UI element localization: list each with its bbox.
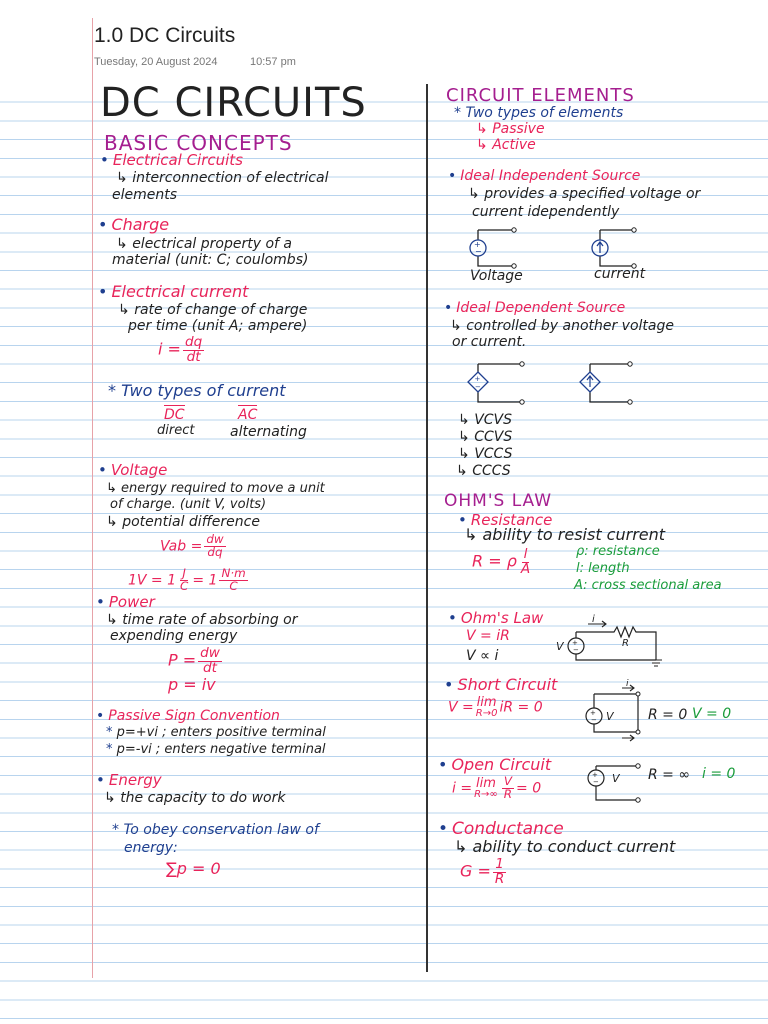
power-equation bbox=[168, 647, 224, 675]
resistance-eq-lhs: R = ρ bbox=[472, 551, 517, 571]
current-eq-den: dt bbox=[186, 348, 201, 365]
source-type-cccs-text: CCCS bbox=[472, 463, 511, 479]
short-circuit-r: R = 0 bbox=[648, 707, 688, 723]
ac-description: alternating bbox=[230, 424, 307, 440]
heading-conductance-text: Conductance bbox=[452, 819, 564, 839]
length-definition: l: length bbox=[576, 561, 630, 576]
svg-text:+: + bbox=[592, 771, 598, 779]
svg-text:−: − bbox=[593, 778, 599, 786]
source-type-ccvs-text: CCVS bbox=[474, 429, 513, 445]
current-equation bbox=[158, 336, 206, 364]
conservation-equation: ∑p = 0 bbox=[166, 859, 221, 878]
ohm-r-label: R bbox=[622, 638, 629, 649]
power-eq-den: dt bbox=[203, 659, 217, 676]
heading-conductance: • Conductance bbox=[438, 819, 564, 839]
element-type-active-text: Active bbox=[492, 137, 536, 153]
resistance-equation bbox=[472, 548, 534, 576]
conductance-definition-text: ability to conduct current bbox=[472, 837, 676, 856]
heading-electrical-circuits-text: Electrical Circuits bbox=[112, 151, 243, 169]
svg-text:+: + bbox=[590, 709, 596, 717]
rho-definition: ρ: resistance bbox=[576, 544, 660, 559]
margin-line bbox=[92, 18, 93, 978]
dependent-voltage-source-diagram bbox=[464, 360, 532, 408]
ac-label-text: AC bbox=[238, 407, 258, 423]
element-type-passive-text: Passive bbox=[492, 121, 545, 137]
current-eq-num: dq bbox=[184, 334, 203, 350]
heading-energy: • Energy bbox=[96, 771, 162, 789]
resistance-definition-text: ability to resist current bbox=[482, 525, 666, 544]
open-lim-sub: R→∞ bbox=[474, 788, 498, 800]
power-eq-num: dw bbox=[200, 645, 220, 661]
resistance-eq-num: l bbox=[523, 546, 528, 562]
heading-ideal-dependent-source: • Ideal Dependent Source bbox=[444, 300, 626, 316]
power-equation-2: p = iv bbox=[168, 675, 216, 694]
current-definition-1: ↳ rate of change of charge bbox=[118, 302, 308, 318]
independent-voltage-source-diagram bbox=[462, 226, 522, 270]
power-eq-lhs: P = bbox=[168, 650, 197, 670]
vab-eq-lhs: Vab = bbox=[160, 538, 203, 555]
vab-eq-num: dw bbox=[206, 532, 224, 546]
dependent-current-source-diagram bbox=[576, 360, 644, 408]
main-title: DC CIRCUITS bbox=[100, 80, 367, 126]
conservation-note-1: * To obey conservation law of bbox=[112, 822, 319, 838]
short-circuit-equation bbox=[448, 696, 543, 719]
svg-text:−: − bbox=[475, 383, 481, 391]
heading-ohm-law: • Ohm's Law bbox=[448, 609, 544, 627]
dc-description: direct bbox=[157, 423, 195, 438]
one-volt-equation bbox=[128, 568, 250, 593]
open-eq-den: R bbox=[503, 786, 513, 801]
area-definition: A: cross sectional area bbox=[574, 578, 722, 593]
indep-definition-2: current idependently bbox=[472, 204, 620, 220]
power-definition-1: ↳ time rate of absorbing or bbox=[106, 612, 298, 628]
heading-short-circuit: • Short Circuit bbox=[444, 675, 558, 694]
open-circuit-diagram bbox=[584, 760, 650, 808]
heading-voltage-text: Voltage bbox=[110, 461, 168, 479]
psc-rule-1: * p=+vi ; enters positive terminal bbox=[106, 725, 326, 740]
source-type-cccs: ↳ CCCS bbox=[456, 463, 511, 479]
svg-text:−: − bbox=[475, 247, 482, 256]
page-date: Tuesday, 20 August 2024 bbox=[94, 56, 218, 68]
dc-label bbox=[164, 405, 185, 423]
dep-definition-2: or current. bbox=[452, 334, 527, 350]
current-eq-lhs: i = bbox=[158, 339, 181, 359]
svg-text:−: − bbox=[573, 646, 579, 654]
one-volt-num-2: N·m bbox=[221, 566, 246, 580]
short-circuit-diagram bbox=[582, 678, 650, 740]
ac-label bbox=[238, 405, 257, 423]
source-type-vcvs-text: VCVS bbox=[474, 412, 513, 428]
heading-basic-concepts: BASIC CONCEPTS bbox=[104, 131, 293, 155]
ohm-proportionality: V ∝ i bbox=[466, 648, 499, 664]
dep-definition-1: ↳ controlled by another voltage bbox=[450, 318, 674, 334]
heading-short-circuit-text: Short Circuit bbox=[457, 675, 558, 694]
heading-open-circuit: • Open Circuit bbox=[438, 755, 552, 774]
open-circuit-i: i = 0 bbox=[702, 766, 736, 782]
heading-passive-sign-convention: • Passive Sign Convention bbox=[96, 708, 280, 724]
short-eq-rhs: iR = 0 bbox=[499, 699, 543, 716]
source-type-vccs: ↳ VCCS bbox=[458, 446, 513, 462]
heading-ohm-law-text: Ohm's Law bbox=[460, 609, 544, 627]
energy-definition: ↳ the capacity to do work bbox=[104, 790, 286, 806]
voltage-definition-3: ↳ potential difference bbox=[106, 514, 260, 530]
heading-resistance-text: Resistance bbox=[470, 511, 553, 529]
charge-definition-2: material (unit: C; coulombs) bbox=[112, 252, 309, 268]
voltage-definition-2: of charge. (unit V, volts) bbox=[110, 497, 267, 512]
vab-equation bbox=[160, 534, 228, 559]
open-lim: lim bbox=[475, 775, 496, 791]
element-type-passive: ↳ Passive bbox=[476, 121, 545, 137]
source-type-ccvs: ↳ CCVS bbox=[458, 429, 513, 445]
energy-definition-text: the capacity to do work bbox=[120, 790, 286, 806]
short-i-label: i bbox=[626, 679, 629, 689]
voltage-definition-1: ↳ energy required to move a unit bbox=[106, 481, 325, 496]
heading-open-circuit-text: Open Circuit bbox=[451, 755, 552, 774]
one-volt-lhs: 1V = 1 bbox=[128, 572, 177, 589]
open-eq-lhs: i = bbox=[452, 780, 473, 797]
current-definition-1-text: rate of change of charge bbox=[134, 302, 308, 318]
heading-electrical-circuits: • Electrical Circuits bbox=[100, 151, 243, 169]
conductance-eq-den: R bbox=[494, 870, 505, 887]
svg-text:+: + bbox=[474, 240, 481, 249]
current-source-label: current bbox=[594, 266, 646, 282]
page-title[interactable]: 1.0 DC Circuits bbox=[94, 24, 236, 47]
one-volt-num-1: J bbox=[182, 566, 186, 580]
two-types-of-current: * Two types of current bbox=[108, 381, 286, 400]
column-divider bbox=[426, 84, 428, 972]
ohm-equation: V = iR bbox=[466, 628, 510, 644]
open-eq-rhs: = 0 bbox=[516, 780, 542, 797]
one-volt-den-1: C bbox=[180, 578, 189, 593]
heading-ideal-independent-source-text: Ideal Independent Source bbox=[460, 168, 641, 184]
current-definition-2: per time (unit A; ampere) bbox=[128, 318, 308, 334]
heading-power-text: Power bbox=[108, 593, 155, 611]
source-type-vcvs: ↳ VCVS bbox=[458, 412, 513, 428]
ohm-v-label: V bbox=[556, 640, 564, 653]
short-circuit-v: V = 0 bbox=[692, 706, 732, 722]
heading-power: • Power bbox=[96, 593, 155, 611]
circuits-definition-1: ↳ interconnection of electrical bbox=[116, 170, 329, 186]
heading-charge-text: Charge bbox=[111, 215, 170, 234]
power-definition-2: expending energy bbox=[110, 628, 238, 644]
psc-rule-2: * p=-vi ; enters negative terminal bbox=[106, 742, 326, 757]
short-eq-lhs: V = bbox=[448, 699, 474, 716]
conductance-eq-num: 1 bbox=[495, 856, 504, 872]
heading-passive-sign-convention-text: Passive Sign Convention bbox=[108, 708, 280, 724]
psc-rule-1-text: p=+vi ; enters positive terminal bbox=[116, 725, 326, 740]
open-circuit-equation bbox=[452, 776, 541, 801]
page-time: 10:57 pm bbox=[250, 56, 296, 68]
heading-ideal-independent-source: • Ideal Independent Source bbox=[448, 168, 641, 184]
conductance-definition: ↳ ability to conduct current bbox=[454, 837, 676, 856]
psc-rule-2-text: p=-vi ; enters negative terminal bbox=[116, 742, 326, 757]
dc-label-text: DC bbox=[164, 407, 185, 423]
element-type-active: ↳ Active bbox=[476, 137, 536, 153]
charge-definition-1: ↳ electrical property of a bbox=[116, 236, 292, 252]
two-types-of-elements: * Two types of elements bbox=[454, 105, 624, 121]
one-volt-mid: = 1 bbox=[192, 572, 218, 589]
heading-charge: • Charge bbox=[98, 215, 170, 234]
circuits-definition-2: elements bbox=[112, 187, 178, 203]
svg-text:+: + bbox=[572, 639, 578, 647]
svg-text:−: − bbox=[591, 716, 597, 724]
power-definition-1-text: time rate of absorbing or bbox=[122, 612, 298, 628]
one-volt-den-2: C bbox=[229, 578, 238, 593]
heading-electrical-current: • Electrical current bbox=[98, 282, 249, 301]
open-circuit-r: R = ∞ bbox=[648, 767, 691, 783]
conductance-eq-lhs: G = bbox=[460, 861, 491, 881]
vab-eq-den: dq bbox=[207, 544, 223, 559]
circuits-definition-1-text: interconnection of electrical bbox=[132, 170, 329, 186]
short-lim-sub: R→0 bbox=[475, 708, 498, 719]
heading-circuit-elements: CIRCUIT ELEMENTS bbox=[446, 85, 635, 106]
indep-definition-1: ↳ provides a specified voltage or bbox=[468, 186, 701, 202]
open-eq-num: V bbox=[503, 774, 512, 788]
indep-definition-1-text: provides a specified voltage or bbox=[484, 186, 701, 202]
heading-voltage: • Voltage bbox=[98, 461, 168, 479]
voltage-definition-1-text: energy required to move a unit bbox=[121, 481, 325, 496]
open-v-label: V bbox=[612, 772, 620, 785]
voltage-source-label: Voltage bbox=[470, 268, 523, 284]
source-type-vccs-text: VCCS bbox=[474, 446, 513, 462]
heading-energy-text: Energy bbox=[108, 771, 162, 789]
conductance-equation bbox=[460, 858, 508, 886]
heading-electrical-current-text: Electrical current bbox=[111, 282, 249, 301]
voltage-definition-3-text: potential difference bbox=[122, 514, 260, 530]
short-lim: lim bbox=[476, 695, 497, 710]
heading-ideal-dependent-source-text: Ideal Dependent Source bbox=[456, 300, 626, 316]
svg-text:+: + bbox=[474, 375, 481, 383]
heading-resistance: • Resistance bbox=[458, 511, 553, 529]
conservation-note-2: energy: bbox=[124, 840, 178, 856]
independent-current-source-diagram bbox=[586, 226, 646, 270]
ohm-i-label: i bbox=[592, 614, 595, 625]
short-v-label: V bbox=[606, 710, 614, 723]
ohms-law-circuit-diagram bbox=[552, 614, 668, 666]
charge-definition-1-text: electrical property of a bbox=[132, 236, 292, 252]
resistance-definition: ↳ ability to resist current bbox=[464, 525, 666, 544]
resistance-eq-den: A bbox=[520, 560, 531, 577]
dep-definition-1-text: controlled by another voltage bbox=[466, 318, 674, 334]
heading-ohms-law: OHM'S LAW bbox=[444, 491, 553, 511]
